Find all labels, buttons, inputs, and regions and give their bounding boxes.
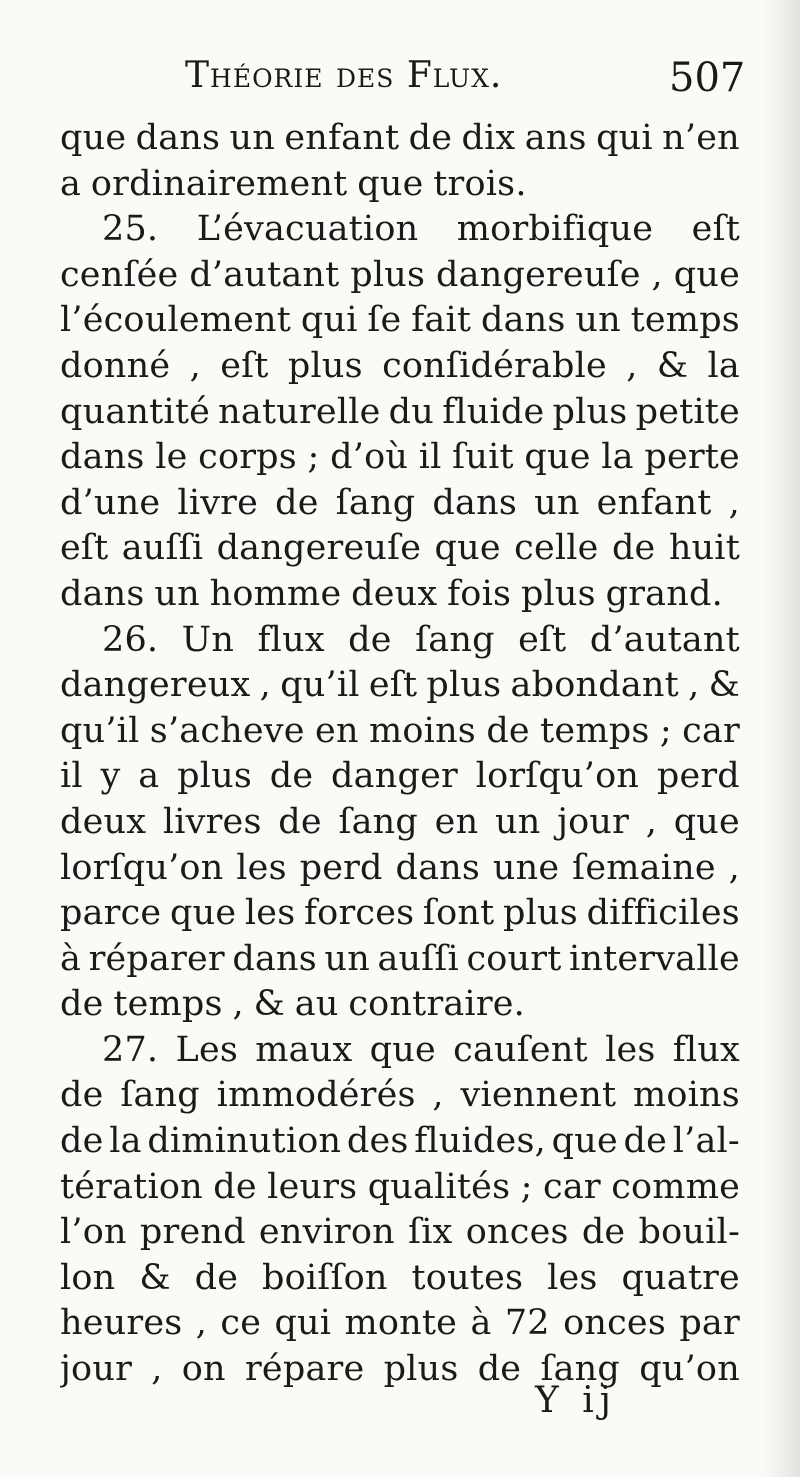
signature-mark: Y ij <box>535 1380 617 1421</box>
text-line: de la diminution des fluides, que de l’al- <box>60 1121 740 1162</box>
text-line: 26. Un flux de ſang eſt d’autant <box>102 619 740 660</box>
text-line: heures , ce qui monte à 72 onces par <box>60 1303 740 1344</box>
text-line: lon & de boiſſon toutes les quatre <box>60 1257 740 1298</box>
text-line: de temps , & au contraire. <box>60 984 526 1025</box>
text-line: a ordinairement que trois. <box>60 163 527 204</box>
running-title: Théorie des Flux. <box>185 55 503 96</box>
body-text <box>60 116 740 1393</box>
text-line: que dans un enfant de dix ans qui n’en <box>60 118 740 158</box>
text-line: à réparer dans un auſſi court intervalle <box>60 938 740 979</box>
text-line: jour , on répare plus de ſang qu’on <box>60 1349 740 1390</box>
text-line: deux livres de ſang en un jour , que <box>60 801 740 842</box>
text-line: quantité naturelle du fluide plus petite <box>60 391 740 432</box>
text-line: l’écoulement qui ſe fait dans un temps <box>60 300 740 341</box>
text-line: parce que les forces ſont plus difficiles <box>60 893 740 934</box>
page-number: 507 <box>669 55 746 101</box>
text-line: qu’il s’acheve en moins de temps ; car <box>60 710 740 751</box>
text-line: dans le corps ; d’où il ſuit que la perte <box>60 437 740 478</box>
text-line: tération de leurs qualités ; car comme <box>60 1166 740 1207</box>
text-line: dangereux , qu’il eſt plus abondant , & <box>60 665 740 706</box>
text-line: lorſqu’on les perd dans une ſemaine , <box>60 847 740 888</box>
text-line: l’on prend environ ſix onces de bouil- <box>60 1212 740 1253</box>
text-line: 25. L’évacuation morbifique eſt <box>102 209 740 250</box>
text-line: donné , eſt plus conſidérable , & la <box>60 345 740 386</box>
text-line: eſt auſſi dangereuſe que celle de huit <box>60 528 740 569</box>
page-header <box>185 55 745 105</box>
page-edge-shadow <box>762 0 800 1477</box>
text-line: cenſée d’autant plus dangereuſe , que <box>60 254 740 295</box>
text-line: dans un homme deux fois plus grand. <box>60 573 723 614</box>
text-line: il y a plus de danger lorſqu’on perd <box>60 756 740 797</box>
text-line: 27. Les maux que cauſent les flux <box>102 1029 740 1070</box>
text-line: d’une livre de ſang dans un enfant , <box>60 482 740 523</box>
text-line: de ſang immodérés , viennent moins <box>60 1075 740 1116</box>
